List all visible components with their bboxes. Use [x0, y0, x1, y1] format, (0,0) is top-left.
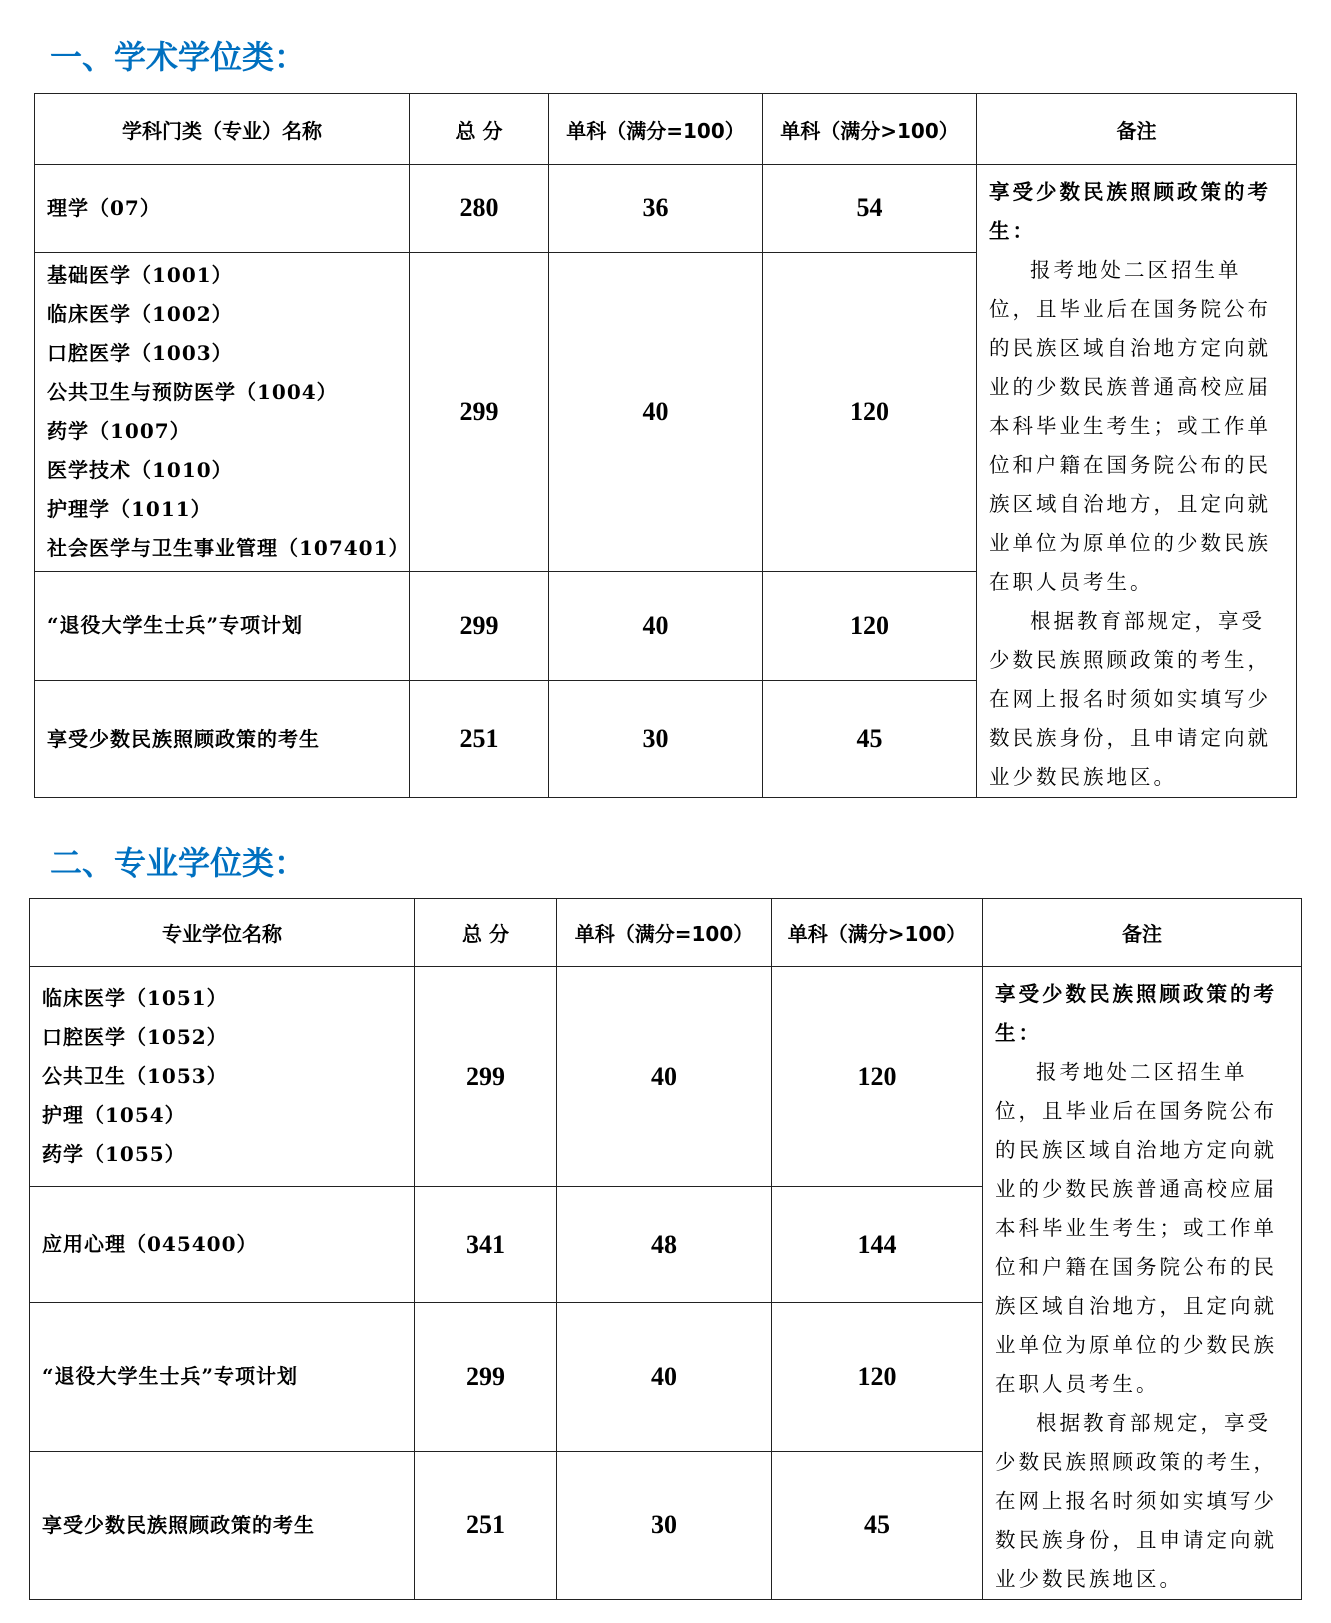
subject-name-cell [35, 681, 410, 798]
sover-score: 120 [772, 1303, 983, 1451]
subject-name: 应用心理（045400） [42, 1232, 258, 1257]
s100-score: 30 [557, 1451, 772, 1599]
column-header: 单科（满分>100） [763, 94, 977, 165]
column-header: 学科门类（专业）名称 [35, 94, 410, 165]
subject-name: 社会医学与卫生事业管理（107401） [47, 535, 410, 560]
sover-score: 120 [763, 571, 977, 681]
subject-name: 口腔医学（1052） [42, 1025, 228, 1050]
column-header: 总 分 [415, 899, 557, 967]
s100-score: 30 [549, 681, 763, 798]
total-score: 251 [415, 1451, 557, 1599]
remark-heading: 享受少数民族照顾政策的考生： [989, 180, 1271, 243]
total-score: 251 [410, 681, 549, 798]
subject-name-cell [30, 1187, 415, 1303]
subject-name: 临床医学（1002） [47, 301, 233, 326]
column-header: 单科（满分>100） [772, 899, 983, 967]
sover-score: 54 [763, 165, 977, 253]
sover-score: 45 [772, 1451, 983, 1599]
subject-name: 护理学（1011） [47, 496, 212, 521]
subject-name-cell [35, 571, 410, 681]
subject-name-cell [35, 165, 410, 253]
sover-score: 120 [763, 252, 977, 571]
section2-title: 二、专业学位类： [50, 844, 307, 882]
remark-para1: 报考地处二区招生单位，且毕业后在国务院公布的民族区域自治地方定向就业的少数民族普通高校应届本科毕业生考生；或工作单位和户籍在国务院公布的民族区域自治地方，且定向就业单位为原单位的少数民族在职人员考生。 [995, 1060, 1277, 1396]
remark-para2: 根据教育部规定，享受少数民族照顾政策的考生，在网上报名时须如实填写少数民族身份，且申请定向就业少数民族地区。 [995, 1411, 1277, 1591]
sover-score: 45 [763, 681, 977, 798]
subject-name: 药学（1055） [42, 1142, 186, 1167]
total-score: 299 [415, 967, 557, 1187]
remarks-cell [983, 967, 1302, 1600]
table-header-row [30, 899, 1302, 967]
column-header: 专业学位名称 [30, 899, 415, 967]
subject-name-cell [30, 967, 415, 1187]
remark-para1: 报考地处二区招生单位，且毕业后在国务院公布的民族区域自治地方定向就业的少数民族普通高校应届本科毕业生考生；或工作单位和户籍在国务院公布的民族区域自治地方，且定向就业单位为原单位的少数民族在职人员考生。 [989, 258, 1271, 594]
s100-score: 40 [557, 967, 772, 1187]
subject-name: “退役大学生士兵”专项计划 [47, 613, 304, 638]
academic-degree-table [34, 93, 1297, 798]
table-header-row [35, 94, 1297, 165]
total-score: 299 [415, 1303, 557, 1451]
section1-title: 一、学术学位类： [50, 38, 307, 76]
subject-name: “退役大学生士兵”专项计划 [42, 1364, 299, 1389]
sover-score: 144 [772, 1187, 983, 1303]
column-header: 单科（满分=100） [557, 899, 772, 967]
subject-name: 享受少数民族照顾政策的考生 [42, 1512, 315, 1537]
table-row [35, 165, 1297, 253]
subject-name: 口腔医学（1003） [47, 340, 233, 365]
subject-name-cell [30, 1451, 415, 1599]
s100-score: 36 [549, 165, 763, 253]
subject-name: 公共卫生（1053） [42, 1064, 228, 1089]
sover-score: 120 [772, 967, 983, 1187]
remark-heading: 享受少数民族照顾政策的考生： [995, 982, 1277, 1045]
subject-name-cell [30, 1303, 415, 1451]
subject-name: 享受少数民族照顾政策的考生 [47, 726, 320, 751]
subject-name: 理学（07） [47, 195, 161, 220]
professional-degree-table [29, 898, 1302, 1600]
s100-score: 40 [549, 571, 763, 681]
table-row [30, 967, 1302, 1187]
s100-score: 40 [557, 1303, 772, 1451]
column-header: 总 分 [410, 94, 549, 165]
s100-score: 48 [557, 1187, 772, 1303]
subject-name: 临床医学（1051） [42, 986, 228, 1011]
subject-name: 医学技术（1010） [47, 457, 233, 482]
remark-para2: 根据教育部规定，享受少数民族照顾政策的考生，在网上报名时须如实填写少数民族身份，且申请定向就业少数民族地区。 [989, 609, 1271, 789]
column-header: 备注 [977, 94, 1297, 165]
total-score: 299 [410, 252, 549, 571]
subject-name-cell [35, 252, 410, 571]
subject-name: 公共卫生与预防医学（1004） [47, 379, 338, 404]
subject-name: 护理（1054） [42, 1103, 186, 1128]
column-header: 单科（满分=100） [549, 94, 763, 165]
subject-name: 基础医学（1001） [47, 262, 233, 287]
total-score: 299 [410, 571, 549, 681]
subject-name: 药学（1007） [47, 418, 191, 443]
remarks-cell [977, 165, 1297, 798]
column-header: 备注 [983, 899, 1302, 967]
total-score: 341 [415, 1187, 557, 1303]
s100-score: 40 [549, 252, 763, 571]
total-score: 280 [410, 165, 549, 253]
